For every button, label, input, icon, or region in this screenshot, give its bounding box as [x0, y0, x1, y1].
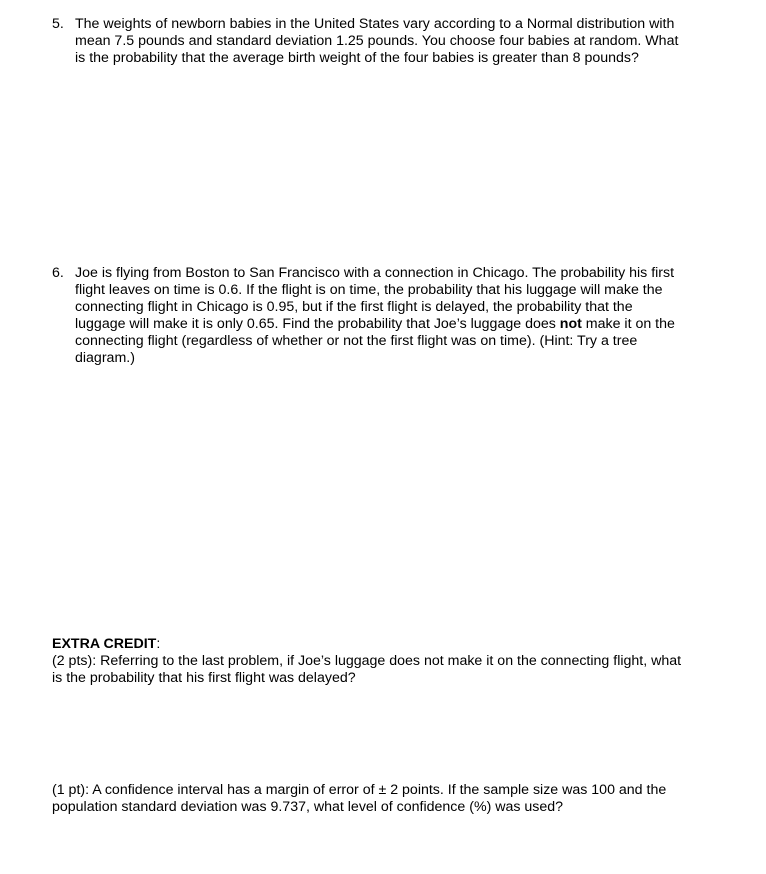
problem-6-text — [75, 265, 682, 367]
extra-credit-question-1: (2 pts): Referring to the last problem, if Joe’s luggage does not make it on the connecting flight, what is the probability that his first flight was delayed? — [52, 653, 682, 686]
extra-credit-heading-text: EXTRA CREDIT — [52, 636, 157, 652]
extra-credit-heading-colon: : — [156, 636, 161, 652]
extra-credit-question-2-block — [52, 782, 692, 816]
extra-credit-heading — [52, 636, 692, 653]
problem-6-text-part-1: Joe is flying from Boston to San Francisco with a connection in Chicago. The probability his first flight leaves on time is 0.6. If the flight is on time, the probability that his luggage will make the connecting flight in Chicago is 0.95, but if the first flight is delayed, the probability that the luggage will make it is only 0.65. Find the probability that Joe’s luggage does — [75, 265, 675, 332]
problem-5-text: The weights of newborn babies in the United States vary according to a Normal distribution with mean 7.5 pounds and standard deviation 1.25 pounds. You choose four babies at random. What is the probability that the average birth weight of the four babies is greater than 8 pounds? — [75, 16, 679, 66]
extra-credit-section — [52, 636, 692, 687]
problem-6-text-part-2: make it on the connecting flight (regardless of whether or not the first flight was on time). (Hint: Try a tree diagram.) — [75, 316, 675, 366]
problem-6 — [52, 265, 682, 367]
extra-credit-question-2: (1 pt): A confidence interval has a margin of error of ± 2 points. If the sample size was 100 and the population standard deviation was 9.737, what level of confidence (%) was used? — [52, 782, 667, 815]
problem-5 — [52, 16, 682, 67]
problem-6-number: 6. — [52, 265, 64, 281]
problem-5-number: 5. — [52, 16, 64, 32]
problem-6-bold-word: not — [559, 316, 582, 332]
